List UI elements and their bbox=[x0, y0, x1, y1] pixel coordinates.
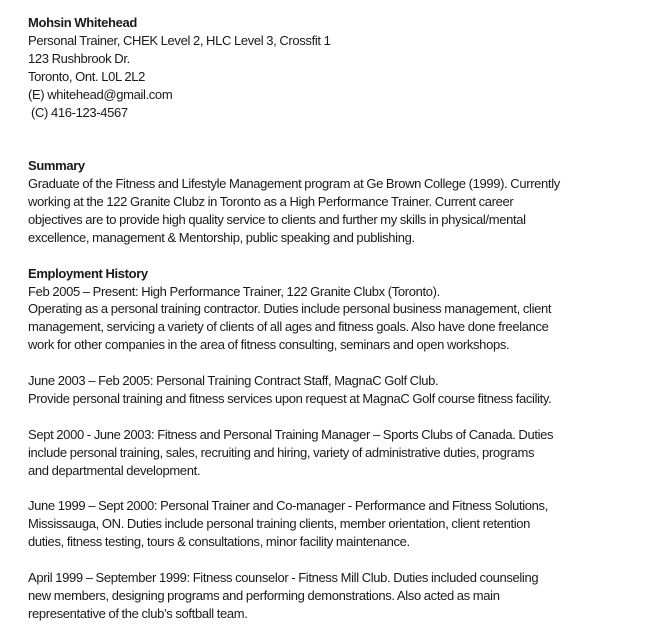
job-description-line: work for other companies in the area of fitness consulting, seminars and open workshops. bbox=[28, 337, 510, 353]
job-title-line: Feb 2005 – Present: High Performance Trainer, 122 Granite Clubx (Toronto). bbox=[28, 283, 440, 299]
job-description-line: and departmental development. bbox=[28, 462, 201, 478]
job-description-line: representative of the club’s softball team. bbox=[28, 605, 248, 621]
spacer bbox=[28, 121, 648, 139]
job-entry bbox=[28, 569, 648, 623]
job-description-line: duties, fitness testing, tours & consultations, minor facility maintenance. bbox=[28, 534, 410, 550]
address-line-2: Toronto, Ont. L0L 2L2 bbox=[28, 68, 146, 84]
job-description-line: new members, designing programs and performing demonstrations. Also acted as main bbox=[28, 587, 500, 603]
spacer bbox=[28, 408, 648, 426]
summary-line: Graduate of the Fitness and Lifestyle Management program at Ge Brown College (1999). Currently bbox=[28, 176, 560, 192]
job-entry bbox=[28, 426, 648, 480]
spacer bbox=[28, 247, 648, 265]
job-entry bbox=[28, 372, 648, 408]
job-description-line: Operating as a personal training contractor. Duties include personal business management, client bbox=[28, 301, 552, 317]
employment-section bbox=[28, 265, 648, 623]
job-title-line: June 1999 – Sept 2000: Personal Trainer and Co-manager - Performance and Fitness Solutions, bbox=[28, 498, 548, 514]
contact-header bbox=[28, 14, 648, 121]
summary-line: working at the 122 Granite Clubz in Toronto as a High Performance Trainer. Current career bbox=[28, 194, 514, 210]
job-description-line: Provide personal training and fitness services upon request at MagnaC Golf course fitness facility. bbox=[28, 390, 552, 406]
summary-heading: Summary bbox=[28, 158, 85, 174]
resume-document bbox=[28, 14, 648, 623]
job-title-line: April 1999 – September 1999: Fitness counselor - Fitness Mill Club. Duties included counseling bbox=[28, 569, 539, 585]
address-line-1: 123 Rushbrook Dr. bbox=[28, 50, 130, 66]
summary-section bbox=[28, 157, 648, 247]
spacer bbox=[28, 354, 648, 372]
summary-line: excellence, management & Mentorship, public speaking and publishing. bbox=[28, 229, 415, 245]
job-title-line: June 2003 – Feb 2005: Personal Training Contract Staff, MagnaC Golf Club. bbox=[28, 373, 439, 389]
job-title-line: Sept 2000 - June 2003: Fitness and Personal Training Manager – Sports Clubs of Canada. Duties bbox=[28, 426, 554, 442]
spacer bbox=[28, 139, 648, 157]
job-description-line: management, servicing a variety of clients of all ages and fitness goals. Also have done freelance bbox=[28, 319, 549, 335]
job-description-line: Mississauga, ON. Duties include personal training clients, member orientation, client retention bbox=[28, 516, 531, 532]
job-entry bbox=[28, 283, 648, 355]
email: (E) whitehead@gmail.com bbox=[28, 86, 173, 102]
candidate-name: Mohsin Whitehead bbox=[28, 15, 137, 30]
candidate-title: Personal Trainer, CHEK Level 2, HLC Level 3, Crossfit 1 bbox=[28, 32, 331, 48]
job-entry bbox=[28, 497, 648, 551]
spacer bbox=[28, 479, 648, 497]
job-description-line: include personal training, sales, recruiting and hiring, variety of administrative duties, programs bbox=[28, 444, 535, 460]
spacer bbox=[28, 551, 648, 569]
employment-heading: Employment History bbox=[28, 265, 148, 281]
phone: (C) 416-123-4567 bbox=[31, 104, 128, 120]
summary-line: objectives are to provide high quality service to clients and further my skills in physical/mental bbox=[28, 211, 526, 227]
